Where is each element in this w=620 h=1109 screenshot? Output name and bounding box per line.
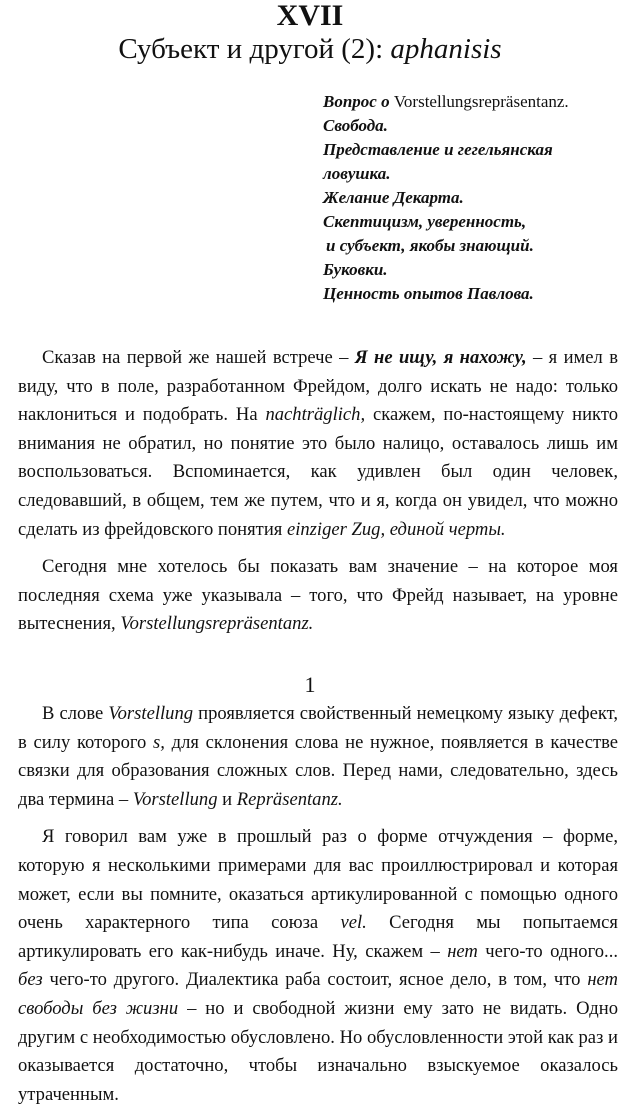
chapter-number: XVII <box>276 0 344 32</box>
chapter-title <box>0 32 620 66</box>
contents-item: Буковки. <box>323 260 388 279</box>
paragraph: Я говорил вам уже в прошлый раз о форме отчуждения – форме, которую я несколькими примерами для вас проиллюстрировал и которая может, если вы помните, оказаться артикулированной с помощью одного очень характерного типа союза vel. Сегодня мы попытаемся артикулировать его как-нибудь иначе. Ну, скажем – нет чего-то одного... без чего-то другого. Диалектика раба состоит, ясное дело, в том, что нет свободы без жизни – но и свободной жизни ему зато не видать. Одно другим с необходимостью обусловлено. Но обусловленности этой как раз и оказывается достаточно, чтобы изначально взыскуемое оказалось утраченным. <box>18 826 618 1105</box>
contents-item: Представление и гегельянская <box>323 140 553 159</box>
section-text <box>18 700 618 1109</box>
contents-item: ловушка. <box>323 164 391 183</box>
paragraph: Сказав на первой же нашей встрече – Я не ищу, я нахожу, – я имел в виду, что в поле, разработанном Фрейдом, долго искать не надо: только наклониться и подобрать. На nachträglich, скажем, по-настоящему никто внимания не обратил, но понятие это было налицо, оставалось лишь им воспользоваться. Вспоминается, как удивлен был один человек, следовавший, в общем, тем же путем, что и я, когда он увидел, что можно сделать из фрейдовского понятия einziger Zug, единой черты. <box>18 347 618 540</box>
chapter-title-main: Субъект и другой (2): <box>118 33 391 65</box>
chapter-title-italic: aphanisis <box>390 33 502 65</box>
intro-text <box>18 344 618 639</box>
contents-item: и субъект, якобы знающий. <box>326 236 534 255</box>
contents-item: Желание Декарта. <box>323 188 464 207</box>
contents-item: Ценность опытов Павлова. <box>323 284 534 303</box>
paragraph: В слове Vorstellung проявляется свойственный немецкому языку дефект, в силу которого s, для склонения слова не нужное, появляется в качестве связки для образования сложных слов. Перед нами, следовательно, здесь два термина – Vorstellung и Repräsentanz. <box>18 703 618 810</box>
chapter-contents <box>323 90 613 306</box>
contents-item: Вопрос о Vorstellungsrepräsentanz. <box>323 92 569 111</box>
contents-item: Свобода. <box>323 116 388 135</box>
section-number: 1 <box>304 672 316 697</box>
contents-item: Скептицизм, уверенность, <box>323 212 527 231</box>
paragraph: Сегодня мне хотелось бы показать вам значение – на которое моя последняя схема уже указывала – того, что Фрейд называет, на уровне вытеснения, Vorstellungsrepräsentanz. <box>18 556 618 635</box>
